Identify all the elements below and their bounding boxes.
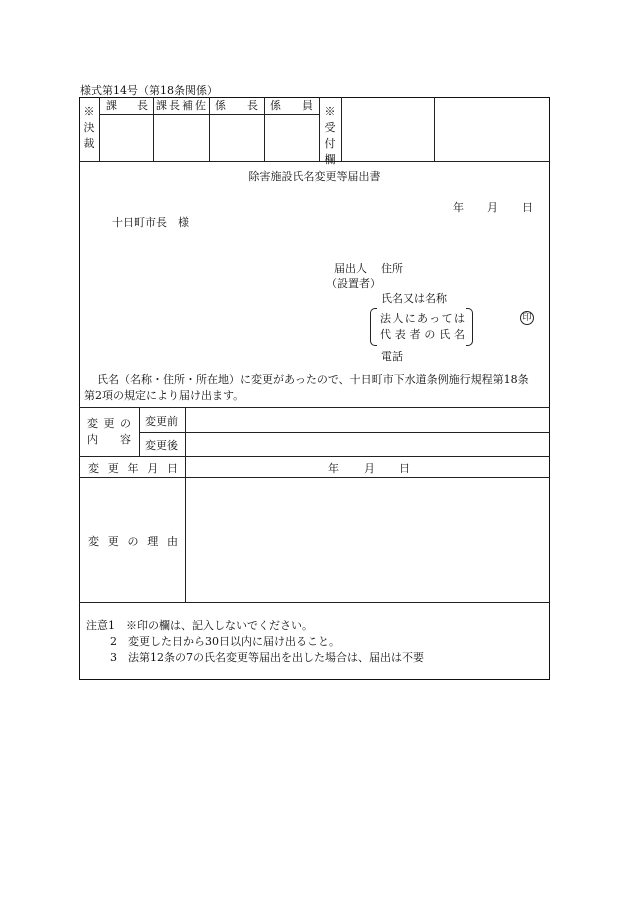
date-month-label: 月 [487, 201, 498, 214]
content-label-line-1: 変更の [87, 417, 131, 430]
body-text-line-1: 氏名（名称・住所・所在地）に変更があったので、十日町市下水道条例施行規程第18条 [97, 373, 529, 386]
notifier-label-sub: （設置者） [326, 277, 381, 290]
col-header-kacho-hosa: 課長補佐 [156, 99, 206, 112]
change-date-month: 月 [364, 462, 375, 475]
right-brace [466, 308, 473, 346]
change-date-label: 変更年月日 [88, 462, 178, 475]
corp-line-1: 法人にあっては [380, 312, 465, 325]
reason-bottom-line [79, 602, 550, 603]
label-column-divider [185, 407, 186, 602]
change-date-day: 日 [399, 462, 410, 475]
col-header-kakariin: 係 員 [270, 99, 313, 112]
notifier-name-label: 氏名又は名称 [381, 292, 447, 305]
left-brace [370, 308, 377, 346]
change-table-top-line [79, 407, 550, 408]
change-date-year: 年 [328, 462, 339, 475]
corp-line-2: 代表者の氏名 [380, 328, 465, 341]
date-day-label: 日 [522, 201, 533, 214]
uketsuke-label: ※受付欄 [324, 105, 336, 166]
col-divider-3 [264, 97, 265, 161]
before-label: 変更前 [145, 415, 178, 428]
notifier-address-label: 住所 [381, 262, 403, 275]
col-header-kakaricho: 係 長 [215, 99, 258, 112]
uketsuke-mid-divider [434, 97, 435, 161]
content-label-line-2: 内 容 [87, 433, 131, 446]
date-row-bottom-line [79, 477, 550, 478]
after-label: 変更後 [145, 439, 178, 452]
before-after-divider [139, 432, 550, 433]
col-header-kacho: 課 長 [106, 99, 148, 112]
addressee: 十日町市長 様 [112, 216, 189, 229]
col-divider-1 [153, 97, 154, 161]
content-label-divider [139, 407, 140, 456]
seal-mark-icon: 印 [520, 311, 534, 325]
form-number: 様式第14号（第18条関係） [80, 84, 218, 97]
change-reason-label: 変更の理由 [88, 535, 178, 548]
notifier-phone-label: 電話 [381, 350, 403, 363]
uketsuke-divider [341, 97, 342, 161]
date-year-label: 年 [453, 201, 464, 214]
note-1: 注意1 ※印の欄は、記入しないでください。 [86, 619, 313, 632]
approval-bottom-line [79, 161, 550, 162]
col-divider-2 [209, 97, 210, 161]
note-2: 2 変更した日から30日以内に届け出ること。 [110, 635, 340, 648]
note-3: 3 法第12条の7の氏名変更等届出を出した場合は、届出は不要 [110, 651, 424, 664]
kessai-divider [99, 97, 100, 161]
notifier-label: 届出人 [334, 262, 367, 275]
body-text-line-2: 第2項の規定により届け出ます。 [84, 389, 245, 402]
kessai-label: ※決裁 [83, 105, 95, 150]
content-bottom-line [79, 456, 550, 457]
form-title: 除害施設氏名変更等届出書 [248, 170, 381, 183]
